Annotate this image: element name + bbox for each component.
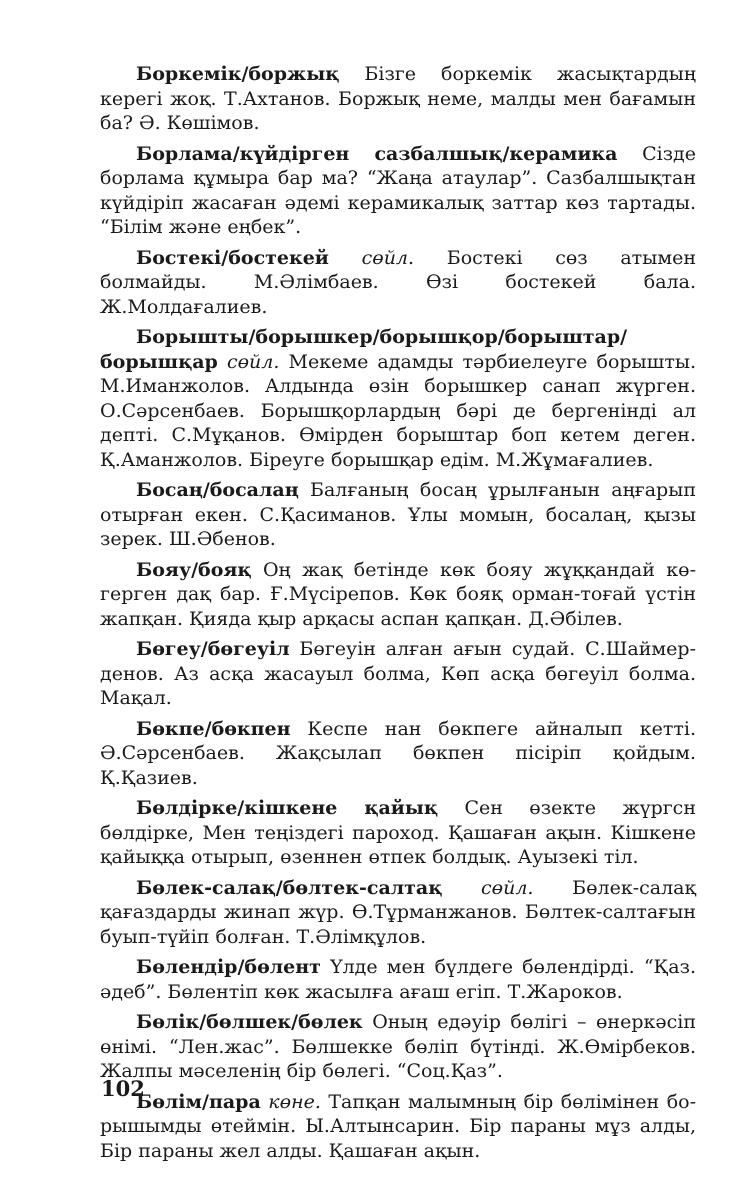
entry-text: Бостекі сөз атымен болмайды. М.Әлімбаев. Өзі бостекей бала. Ж.Молдағалиев. xyxy=(100,246,697,318)
dictionary-entry xyxy=(100,796,696,870)
entry-grammar-note: сөйл. xyxy=(226,350,280,373)
entry-headword: Бөгеу/бөгеуіл xyxy=(136,638,290,660)
dictionary-entry xyxy=(100,478,696,552)
entry-text: Кеспе нан бөкпеге айналып кетті. Ә.Сәрсенбаев. Жақсылап бөкпен пісіріп қойдым. Қ.Қазиев. xyxy=(100,717,696,789)
entry-grammar-note: сөйл. xyxy=(481,876,534,899)
dictionary-entry xyxy=(100,62,696,136)
entry-headword: Бостекі/бостекей xyxy=(136,246,329,269)
entry-text: Оң жақ бетінде көк бояу жұққандай көгерген дақ бар. Ғ.Мүсірепов. Көк бояқ орман-тоғай үстін жапқан. Қияда қыр арқасы аспан қапқан. Д.Әбілев. xyxy=(100,558,696,630)
entry-text: Мекеме адамды тәрбиелеуге борышты. М.Иманжолов. Алдында өзін борышкер санап жүрген. О.Сәрсенбаев. Борышқорлардың бәрі де бергенінді ал депті. С.Мұқанов. Өмірден борыштар боп кетем деген. Қ.Аманжолов. Біреуге борышқар едім. М.Жұмағалиев. xyxy=(100,350,697,471)
dictionary-entry xyxy=(100,637,696,711)
dictionary-entry xyxy=(100,558,696,632)
entry-headword: Бөлек-салақ/бөлтек-салтақ xyxy=(136,876,443,899)
entry-headword: Борлама/күйдірген сазбалшық/керамика xyxy=(136,142,618,165)
entry-headword: Бояу/бояқ xyxy=(136,558,252,581)
entry-headword: Бөлік/бөлшек/бөлек xyxy=(136,1011,363,1033)
entry-text: Оның едәуір бөлігі – өнеркәсіп өнімі. “Лен.жас”. Бөлшекке бөліп бүтінді. Ж.Өмірбеков. Жалпы мәселенің бір бөлегі. “Соц.Қаз”. xyxy=(100,1011,696,1082)
entry-grammar-note: көне. xyxy=(268,1090,321,1113)
entry-headword: Боркемік/боржық xyxy=(136,63,340,85)
entry-text: Тапқан малымның бір бөлімінен борышымды өтеймін. Ы.Алтынсарин. Бір параны мұз алды, Бір параны жел алды. Қашаған ақын. xyxy=(100,1090,696,1162)
dictionary-entry xyxy=(100,325,696,472)
entry-headword: Босаң/босалаң xyxy=(136,479,299,501)
entry-headword: Борышты/борышкер/борышқор/борыштар/борышқар xyxy=(100,326,628,373)
dictionary-page xyxy=(100,62,696,1169)
entry-headword: Бөлім/пара xyxy=(136,1090,261,1113)
entry-text: Бөлек-салақ қағаздарды жинап жүр. Ө.Тұрманжанов. Бөлтек-салтағын буып-түйіп болған. Т.Әлімқұлов. xyxy=(100,876,697,948)
dictionary-entry xyxy=(100,717,696,791)
page-number: 102 xyxy=(101,1076,145,1101)
dictionary-entry xyxy=(100,876,696,950)
entry-text: Балғаның босаң ұрылғанын аңғарып отырған екен. С.Қасиманов. Ұлы момын, босалаң, қызы зерек. Ш.Әбенов. xyxy=(100,479,696,550)
entry-headword: Бөлендір/бөлент xyxy=(136,956,321,978)
dictionary-entry xyxy=(100,142,696,240)
dictionary-entry xyxy=(100,1010,696,1084)
entry-grammar-note: сөйл. xyxy=(361,246,415,269)
dictionary-entry xyxy=(100,955,696,1004)
entry-headword: Бөлдірке/кішкене қайық xyxy=(136,797,439,819)
entry-headword: Бөкпе/бөкпен xyxy=(136,717,291,740)
entry-text: Бізге боркемік жасықтардың керегі жоқ. Т.Ахтанов. Боржық неме, малды мен бағамын ба? Ә. Көшімов. xyxy=(100,63,696,134)
dictionary-entry xyxy=(100,246,696,320)
entry-text: Сізде борлама құмыра бар ма? “Жаңа атаулар”. Сазбалшықтан күйдіріп жасаған әдемі керамикалық заттар көз тартады. “Білім және еңбек”. xyxy=(100,142,696,238)
entry-text: Сен өзекте жүргсн бөлдірке, Мен теңіздегі пароход. Қашаған ақын. Кішкене қайыққа отырып, өзеннен өтпек болдық. Ауызекі тіл. xyxy=(100,797,696,868)
entry-text: Үлде мен бүлдеге бөлендірді. “Қаз. әдеб”. Бөлентіп көк жасылға ағаш егіп. Т.Жароков. xyxy=(100,956,696,1003)
dictionary-entry xyxy=(100,1090,696,1164)
entry-text: Бөгеуін алған ағын судай. С.Шаймерденов. Аз асқа жасауыл болма, Көп асқа бөгеуіл болма. Мақал. xyxy=(100,638,696,709)
